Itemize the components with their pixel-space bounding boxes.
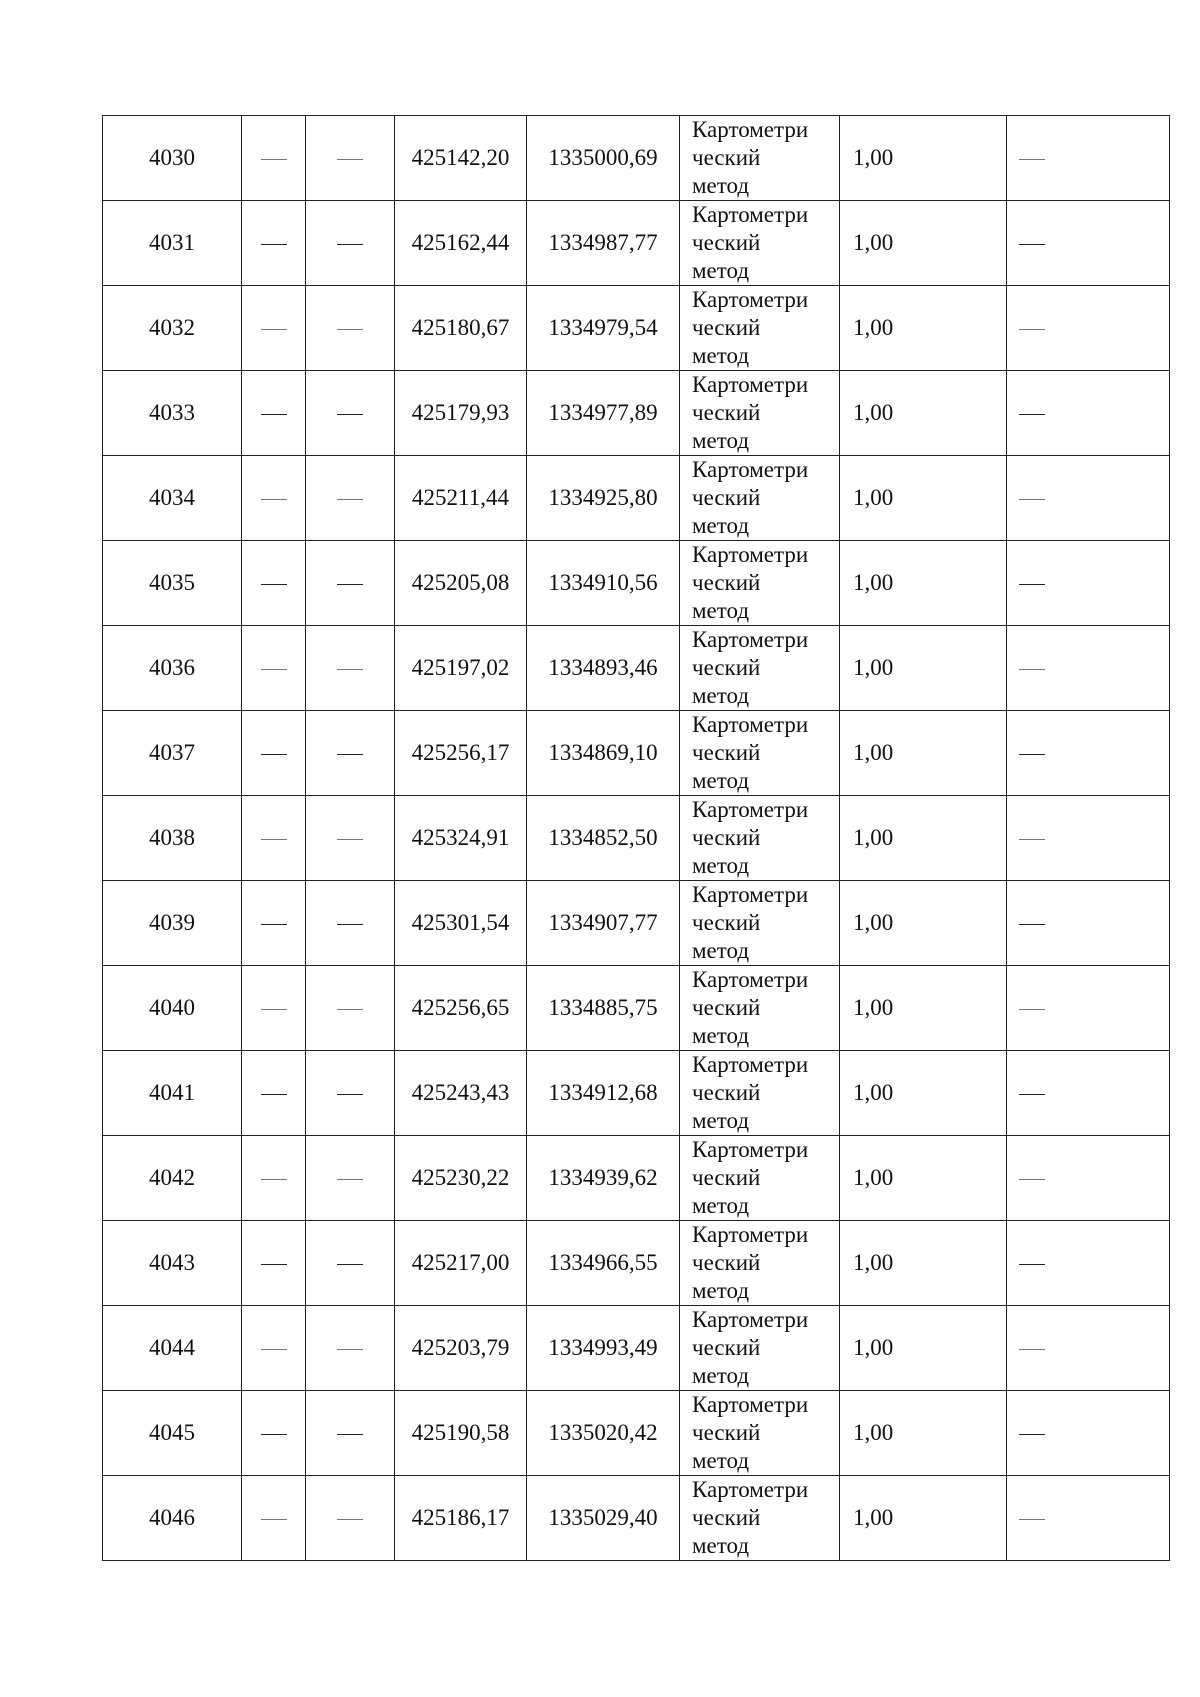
empty-cell-col3 [306, 1306, 395, 1391]
empty-cell-last [1007, 711, 1170, 796]
table-row [103, 1136, 1170, 1221]
dash-mark [337, 414, 363, 415]
x-coordinate-cell: 425203,79 [395, 1306, 527, 1391]
method-text-line: метод [692, 343, 750, 368]
empty-cell-col3 [306, 286, 395, 371]
x-coordinate-cell: 425301,54 [395, 881, 527, 966]
point-number-cell: 4039 [103, 881, 242, 966]
table-row [103, 456, 1170, 541]
dash-mark [1019, 1009, 1045, 1010]
dash-mark [337, 754, 363, 755]
method-cell [680, 201, 840, 286]
method-text-line: Картометри [692, 1307, 809, 1332]
dash-mark [337, 1434, 363, 1435]
y-coordinate-cell: 1334885,75 [527, 966, 680, 1051]
accuracy-cell: 1,00 [840, 201, 1007, 286]
accuracy-cell: 1,00 [840, 456, 1007, 541]
dash-mark [337, 669, 363, 670]
empty-cell-last [1007, 1391, 1170, 1476]
table-row [103, 966, 1170, 1051]
dash-mark [261, 1009, 287, 1010]
dash-mark [337, 1264, 363, 1265]
method-text-line: ческий [692, 825, 761, 850]
method-text-line: ческий [692, 1250, 761, 1275]
method-text-line: Картометри [692, 712, 809, 737]
method-cell [680, 711, 840, 796]
dash-mark [337, 499, 363, 500]
empty-cell-col3 [306, 1391, 395, 1476]
y-coordinate-cell: 1335020,42 [527, 1391, 680, 1476]
dash-mark [1019, 159, 1045, 160]
method-text-line: ческий [692, 655, 761, 680]
dash-mark [337, 1009, 363, 1010]
dash-mark [261, 414, 287, 415]
method-text-line: ческий [692, 1080, 761, 1105]
method-text-line: метод [692, 683, 750, 708]
method-text-line: Картометри [692, 457, 809, 482]
point-number-cell: 4034 [103, 456, 242, 541]
method-text-line: метод [692, 173, 750, 198]
dash-mark [1019, 1179, 1045, 1180]
dash-mark [261, 1434, 287, 1435]
dash-mark [261, 1519, 287, 1520]
empty-cell-col2 [242, 116, 306, 201]
table-row [103, 1051, 1170, 1136]
empty-cell-last [1007, 541, 1170, 626]
method-text-line: метод [692, 1533, 750, 1558]
point-number-cell: 4032 [103, 286, 242, 371]
dash-mark [1019, 329, 1045, 330]
x-coordinate-cell: 425162,44 [395, 201, 527, 286]
dash-mark [261, 1349, 287, 1350]
empty-cell-last [1007, 796, 1170, 881]
method-cell [680, 286, 840, 371]
empty-cell-last [1007, 201, 1170, 286]
dash-mark [337, 1349, 363, 1350]
empty-cell-last [1007, 1306, 1170, 1391]
dash-mark [261, 669, 287, 670]
method-cell [680, 116, 840, 201]
method-text-line: метод [692, 1363, 750, 1388]
accuracy-cell: 1,00 [840, 966, 1007, 1051]
method-text-line: ческий [692, 315, 761, 340]
method-text-line: ческий [692, 740, 761, 765]
dash-mark [1019, 924, 1045, 925]
method-cell [680, 1136, 840, 1221]
empty-cell-col3 [306, 881, 395, 966]
method-text-line: Картометри [692, 202, 809, 227]
method-text-line: метод [692, 768, 750, 793]
x-coordinate-cell: 425190,58 [395, 1391, 527, 1476]
point-number-cell: 4042 [103, 1136, 242, 1221]
dash-mark [1019, 414, 1045, 415]
dash-mark [337, 1519, 363, 1520]
y-coordinate-cell: 1334869,10 [527, 711, 680, 796]
dash-mark [261, 1264, 287, 1265]
x-coordinate-cell: 425179,93 [395, 371, 527, 456]
dash-mark [1019, 1434, 1045, 1435]
table-row [103, 1391, 1170, 1476]
method-text-line: Картометри [692, 287, 809, 312]
accuracy-cell: 1,00 [840, 1391, 1007, 1476]
method-text-line: метод [692, 1193, 750, 1218]
empty-cell-last [1007, 1476, 1170, 1561]
empty-cell-last [1007, 456, 1170, 541]
y-coordinate-cell: 1334979,54 [527, 286, 680, 371]
method-cell [680, 966, 840, 1051]
y-coordinate-cell: 1334987,77 [527, 201, 680, 286]
empty-cell-col3 [306, 371, 395, 456]
empty-cell-last [1007, 966, 1170, 1051]
method-text-line: Картометри [692, 1392, 809, 1417]
method-text-line: ческий [692, 1420, 761, 1445]
y-coordinate-cell: 1335000,69 [527, 116, 680, 201]
accuracy-cell: 1,00 [840, 116, 1007, 201]
empty-cell-col2 [242, 796, 306, 881]
dash-mark [1019, 584, 1045, 585]
y-coordinate-cell: 1334852,50 [527, 796, 680, 881]
method-text-line: ческий [692, 995, 761, 1020]
empty-cell-col2 [242, 1391, 306, 1476]
empty-cell-col2 [242, 626, 306, 711]
point-number-cell: 4030 [103, 116, 242, 201]
dash-mark [261, 159, 287, 160]
table-row [103, 881, 1170, 966]
empty-cell-col2 [242, 1306, 306, 1391]
point-number-cell: 4031 [103, 201, 242, 286]
y-coordinate-cell: 1334966,55 [527, 1221, 680, 1306]
dash-mark [261, 329, 287, 330]
dash-mark [261, 1094, 287, 1095]
empty-cell-last [1007, 371, 1170, 456]
y-coordinate-cell: 1334893,46 [527, 626, 680, 711]
empty-cell-col3 [306, 456, 395, 541]
y-coordinate-cell: 1334977,89 [527, 371, 680, 456]
dash-mark [337, 1179, 363, 1180]
empty-cell-last [1007, 626, 1170, 711]
table-row [103, 1306, 1170, 1391]
dash-mark [261, 924, 287, 925]
method-text-line: ческий [692, 230, 761, 255]
method-text-line: ческий [692, 570, 761, 595]
x-coordinate-cell: 425180,67 [395, 286, 527, 371]
method-cell [680, 1051, 840, 1136]
point-number-cell: 4045 [103, 1391, 242, 1476]
dash-mark [337, 159, 363, 160]
empty-cell-last [1007, 116, 1170, 201]
method-text-line: метод [692, 428, 750, 453]
accuracy-cell: 1,00 [840, 1051, 1007, 1136]
x-coordinate-cell: 425230,22 [395, 1136, 527, 1221]
empty-cell-col3 [306, 1051, 395, 1136]
method-text-line: метод [692, 853, 750, 878]
method-text-line: Картометри [692, 967, 809, 992]
dash-mark [261, 244, 287, 245]
method-text-line: ческий [692, 485, 761, 510]
dash-mark [1019, 244, 1045, 245]
method-text-line: Картометри [692, 1137, 809, 1162]
y-coordinate-cell: 1334912,68 [527, 1051, 680, 1136]
dash-mark [261, 754, 287, 755]
dash-mark [261, 1179, 287, 1180]
empty-cell-last [1007, 286, 1170, 371]
empty-cell-col3 [306, 796, 395, 881]
dash-mark [1019, 1264, 1045, 1265]
empty-cell-col2 [242, 881, 306, 966]
x-coordinate-cell: 425142,20 [395, 116, 527, 201]
point-number-cell: 4046 [103, 1476, 242, 1561]
point-number-cell: 4040 [103, 966, 242, 1051]
method-text-line: Картометри [692, 117, 809, 142]
method-cell [680, 456, 840, 541]
method-cell [680, 881, 840, 966]
method-cell [680, 1476, 840, 1561]
empty-cell-col3 [306, 966, 395, 1051]
empty-cell-col3 [306, 541, 395, 626]
table-row [103, 1221, 1170, 1306]
x-coordinate-cell: 425197,02 [395, 626, 527, 711]
x-coordinate-cell: 425217,00 [395, 1221, 527, 1306]
table-row [103, 201, 1170, 286]
accuracy-cell: 1,00 [840, 881, 1007, 966]
method-text-line: метод [692, 1023, 750, 1048]
dash-mark [1019, 839, 1045, 840]
method-text-line: метод [692, 598, 750, 623]
method-text-line: метод [692, 938, 750, 963]
dash-mark [337, 924, 363, 925]
dash-mark [337, 839, 363, 840]
empty-cell-last [1007, 1051, 1170, 1136]
method-text-line: Картометри [692, 627, 809, 652]
dash-mark [337, 329, 363, 330]
empty-cell-last [1007, 1221, 1170, 1306]
accuracy-cell: 1,00 [840, 1136, 1007, 1221]
method-cell [680, 541, 840, 626]
dash-mark [261, 499, 287, 500]
accuracy-cell: 1,00 [840, 1221, 1007, 1306]
method-cell [680, 796, 840, 881]
method-cell [680, 1221, 840, 1306]
empty-cell-col3 [306, 201, 395, 286]
table-row [103, 286, 1170, 371]
method-text-line: ческий [692, 1165, 761, 1190]
accuracy-cell: 1,00 [840, 371, 1007, 456]
empty-cell-last [1007, 881, 1170, 966]
empty-cell-col2 [242, 1051, 306, 1136]
empty-cell-col2 [242, 201, 306, 286]
method-text-line: Картометри [692, 1052, 809, 1077]
empty-cell-col2 [242, 456, 306, 541]
y-coordinate-cell: 1334993,49 [527, 1306, 680, 1391]
method-text-line: ческий [692, 1505, 761, 1530]
y-coordinate-cell: 1335029,40 [527, 1476, 680, 1561]
dash-mark [337, 1094, 363, 1095]
x-coordinate-cell: 425256,17 [395, 711, 527, 796]
x-coordinate-cell: 425324,91 [395, 796, 527, 881]
empty-cell-col2 [242, 371, 306, 456]
empty-cell-col2 [242, 541, 306, 626]
empty-cell-last [1007, 1136, 1170, 1221]
method-text-line: метод [692, 1278, 750, 1303]
dash-mark [1019, 754, 1045, 755]
empty-cell-col2 [242, 711, 306, 796]
accuracy-cell: 1,00 [840, 1476, 1007, 1561]
method-cell [680, 1391, 840, 1476]
coordinates-table [102, 115, 1170, 1561]
method-text-line: метод [692, 1108, 750, 1133]
empty-cell-col3 [306, 1221, 395, 1306]
accuracy-cell: 1,00 [840, 796, 1007, 881]
method-text-line: метод [692, 258, 750, 283]
table-row [103, 1476, 1170, 1561]
empty-cell-col2 [242, 1221, 306, 1306]
accuracy-cell: 1,00 [840, 286, 1007, 371]
y-coordinate-cell: 1334925,80 [527, 456, 680, 541]
empty-cell-col2 [242, 1136, 306, 1221]
empty-cell-col2 [242, 1476, 306, 1561]
empty-cell-col3 [306, 626, 395, 711]
empty-cell-col3 [306, 116, 395, 201]
method-text-line: ческий [692, 910, 761, 935]
empty-cell-col2 [242, 286, 306, 371]
method-text-line: ческий [692, 400, 761, 425]
method-text-line: Картометри [692, 797, 809, 822]
accuracy-cell: 1,00 [840, 626, 1007, 711]
method-text-line: метод [692, 513, 750, 538]
x-coordinate-cell: 425205,08 [395, 541, 527, 626]
table-row [103, 116, 1170, 201]
method-text-line: Картометри [692, 1477, 809, 1502]
dash-mark [337, 244, 363, 245]
point-number-cell: 4036 [103, 626, 242, 711]
table-row [103, 626, 1170, 711]
x-coordinate-cell: 425243,43 [395, 1051, 527, 1136]
dash-mark [1019, 669, 1045, 670]
empty-cell-col3 [306, 711, 395, 796]
dash-mark [1019, 1094, 1045, 1095]
point-number-cell: 4041 [103, 1051, 242, 1136]
method-cell [680, 371, 840, 456]
dash-mark [261, 839, 287, 840]
y-coordinate-cell: 1334907,77 [527, 881, 680, 966]
point-number-cell: 4035 [103, 541, 242, 626]
method-text-line: Картометри [692, 882, 809, 907]
point-number-cell: 4043 [103, 1221, 242, 1306]
dash-mark [1019, 499, 1045, 500]
table-row [103, 796, 1170, 881]
method-text-line: метод [692, 1448, 750, 1473]
dash-mark [337, 584, 363, 585]
point-number-cell: 4038 [103, 796, 242, 881]
method-text-line: Картометри [692, 372, 809, 397]
accuracy-cell: 1,00 [840, 1306, 1007, 1391]
method-text-line: ческий [692, 1335, 761, 1360]
x-coordinate-cell: 425211,44 [395, 456, 527, 541]
dash-mark [1019, 1349, 1045, 1350]
method-cell [680, 1306, 840, 1391]
x-coordinate-cell: 425186,17 [395, 1476, 527, 1561]
accuracy-cell: 1,00 [840, 541, 1007, 626]
x-coordinate-cell: 425256,65 [395, 966, 527, 1051]
method-text-line: Картометри [692, 1222, 809, 1247]
point-number-cell: 4033 [103, 371, 242, 456]
empty-cell-col2 [242, 966, 306, 1051]
y-coordinate-cell: 1334910,56 [527, 541, 680, 626]
method-cell [680, 626, 840, 711]
table-row [103, 371, 1170, 456]
table-body [103, 116, 1170, 1561]
dash-mark [1019, 1519, 1045, 1520]
method-text-line: ческий [692, 145, 761, 170]
point-number-cell: 4037 [103, 711, 242, 796]
dash-mark [261, 584, 287, 585]
point-number-cell: 4044 [103, 1306, 242, 1391]
accuracy-cell: 1,00 [840, 711, 1007, 796]
empty-cell-col3 [306, 1476, 395, 1561]
empty-cell-col3 [306, 1136, 395, 1221]
table-row [103, 541, 1170, 626]
y-coordinate-cell: 1334939,62 [527, 1136, 680, 1221]
table-row [103, 711, 1170, 796]
method-text-line: Картометри [692, 542, 809, 567]
